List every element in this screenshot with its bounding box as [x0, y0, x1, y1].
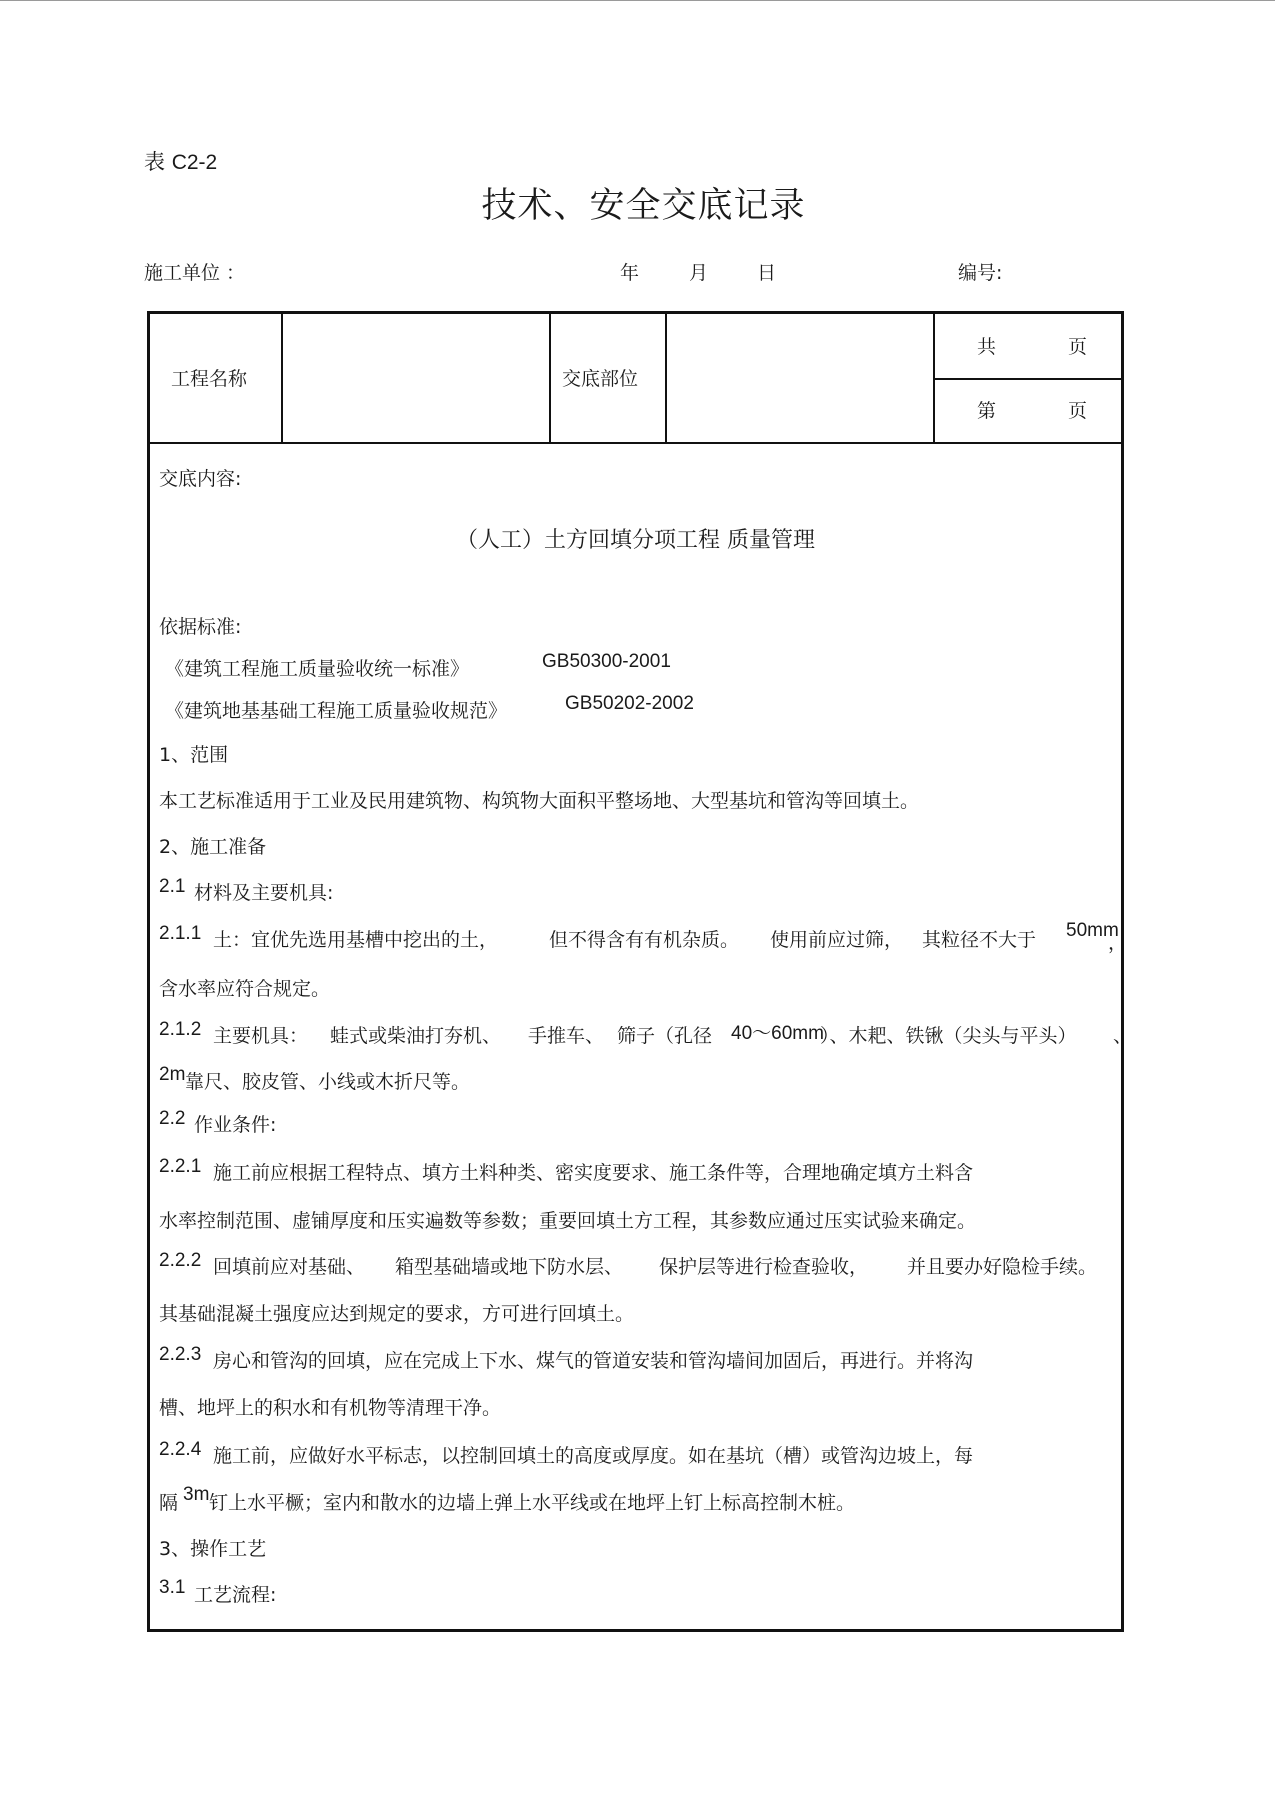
form-code-number: C2-2 — [171, 151, 218, 174]
section-2-2-text: 作业条件: — [194, 1114, 277, 1136]
section-1-heading: 1、范围 — [159, 744, 229, 766]
section-2-2-number: 2.2 — [159, 1108, 186, 1129]
day-label: 日 — [757, 262, 777, 284]
standard-1-code: GB50300-2001 — [542, 651, 671, 672]
form-code — [144, 146, 217, 176]
section-2-1-2-text-f: ）、木耙、铁锹（尖头与平头） — [820, 1025, 1077, 1047]
section-2-1-1-text-b: 但不得含有有机杂质。 — [549, 929, 740, 951]
divider — [150, 442, 1121, 444]
section-2-2-2-number: 2.2.2 — [159, 1250, 202, 1271]
page-top-rule — [0, 0, 1275, 1]
total-pages-unit: 页 — [1068, 336, 1088, 358]
section-2-2-1-continuation: 水率控制范围、虚铺厚度和压实遍数等参数；重要回填土方工程，其参数应通过压实试验来确定。 — [159, 1210, 977, 1232]
section-3-1-number: 3.1 — [159, 1577, 186, 1598]
section-1-text: 本工艺标准适用于工业及民用建筑物、构筑物大面积平整场地、大型基坑和管沟等回填土。 — [159, 790, 920, 812]
form-code-prefix: 表 — [144, 150, 165, 174]
section-2-1-2-text-a: 主要机具： — [213, 1025, 309, 1047]
section-2-2-2-continuation: 其基础混凝土强度应达到规定的要求，方可进行回填土。 — [159, 1303, 635, 1325]
handover-part-value — [672, 334, 927, 434]
section-2-1-number: 2.1 — [159, 876, 186, 897]
month-label: 月 — [689, 262, 709, 284]
standard-2-name: 《建筑地基基础工程施工质量验收规范》 — [165, 700, 508, 722]
section-2-1-2-text-c: 手推车、 — [528, 1025, 605, 1047]
serial-number-label: 编号: — [958, 262, 1003, 284]
standard-1-name: 《建筑工程施工质量验收统一标准》 — [165, 658, 470, 680]
project-name-label: 工程名称 — [171, 368, 248, 390]
section-2-2-4-continuation-b: 钉上水平橛；室内和散水的边墙上弹上水平线或在地坪上钉上标高控制木桩。 — [209, 1492, 856, 1514]
section-2-1-2-number: 2.1.2 — [159, 1019, 202, 1040]
section-2-2-4-number: 2.2.4 — [159, 1439, 202, 1460]
page-title: 技术、安全交底记录 — [481, 186, 806, 226]
section-2-1-1-number: 2.1.1 — [159, 923, 202, 944]
content-heading: 交底内容: — [159, 468, 242, 490]
project-name-value — [288, 334, 543, 434]
section-2-2-4-interval: 3m — [183, 1484, 210, 1505]
section-2-2-2-text-d: 并且要办好隐检手续。 — [907, 1256, 1098, 1278]
section-2-1-2-hole-size: 40～60mm — [731, 1023, 824, 1044]
section-2-1-1-size: 50mm — [1066, 920, 1119, 941]
section-2-2-1-number: 2.2.1 — [159, 1156, 202, 1177]
section-2-1-1-text-a: 土：宜优先选用基槽中挖出的土， — [213, 929, 499, 951]
year-label: 年 — [620, 262, 640, 284]
construction-unit-label: 施工单位 ： — [144, 262, 246, 284]
section-2-2-2-text-b: 箱型基础墙或地下防水层、 — [395, 1256, 624, 1278]
section-2-2-1-text: 施工前应根据工程特点、填方土料种类、密实度要求、施工条件等，合理地确定填方土料含 — [213, 1162, 974, 1184]
record-table — [147, 311, 1133, 1632]
section-2-1-1-continuation: 含水率应符合规定。 — [159, 978, 331, 1000]
section-3-1-text: 工艺流程: — [194, 1584, 277, 1606]
section-2-1-text: 材料及主要机具: — [194, 882, 334, 904]
section-2-1-2-continuation: 靠尺、胶皮管、小线或木折尺等。 — [185, 1071, 471, 1093]
section-2-1-1-text-c: 使用前应过筛， — [770, 929, 904, 951]
section-2-1-1-comma: ， — [1108, 932, 1128, 954]
basis-label: 依据标准: — [159, 616, 242, 638]
divider — [665, 314, 667, 442]
section-2-2-2-text-c: 保护层等进行检查验收， — [659, 1256, 869, 1278]
section-2-2-4-text: 施工前，应做好水平标志，以控制回填土的高度或厚度。如在基坑（槽）或管沟边坡上，每 — [213, 1445, 974, 1467]
section-2-2-4-continuation-a: 隔 — [159, 1492, 179, 1514]
section-3-heading: 3、操作工艺 — [159, 1538, 267, 1560]
page-number-unit: 页 — [1068, 400, 1088, 422]
section-2-2-3-number: 2.2.3 — [159, 1344, 202, 1365]
section-2-2-3-continuation: 槽、地坪上的积水和有机物等清理干净。 — [159, 1397, 502, 1419]
section-2-1-2-text-g: 、 — [1113, 1025, 1133, 1047]
section-2-1-1-text-d: 其粒径不大于 — [922, 929, 1037, 951]
total-pages-label: 共 — [977, 336, 997, 358]
divider — [549, 314, 551, 442]
section-2-2-3-text: 房心和管沟的回填，应在完成上下水、煤气的管道安装和管沟墙间加固后，再进行。并将沟 — [213, 1350, 974, 1372]
section-2-1-2-text-d: 筛子（孔径 — [617, 1025, 713, 1047]
standard-2-code: GB50202-2002 — [565, 693, 694, 714]
divider — [935, 378, 1124, 380]
page-number-label: 第 — [977, 400, 997, 422]
handover-part-label: 交底部位 — [562, 368, 639, 390]
section-2-2-2-text-a: 回填前应对基础、 — [213, 1256, 366, 1278]
section-2-heading: 2、施工准备 — [159, 836, 267, 858]
section-2-1-2-ruler-length: 2m — [159, 1064, 186, 1085]
divider — [281, 314, 283, 442]
content-subtitle: （人工）土方回填分项工程 质量管理 — [456, 528, 815, 553]
section-2-1-2-text-b: 蛙式或柴油打夯机、 — [330, 1025, 502, 1047]
